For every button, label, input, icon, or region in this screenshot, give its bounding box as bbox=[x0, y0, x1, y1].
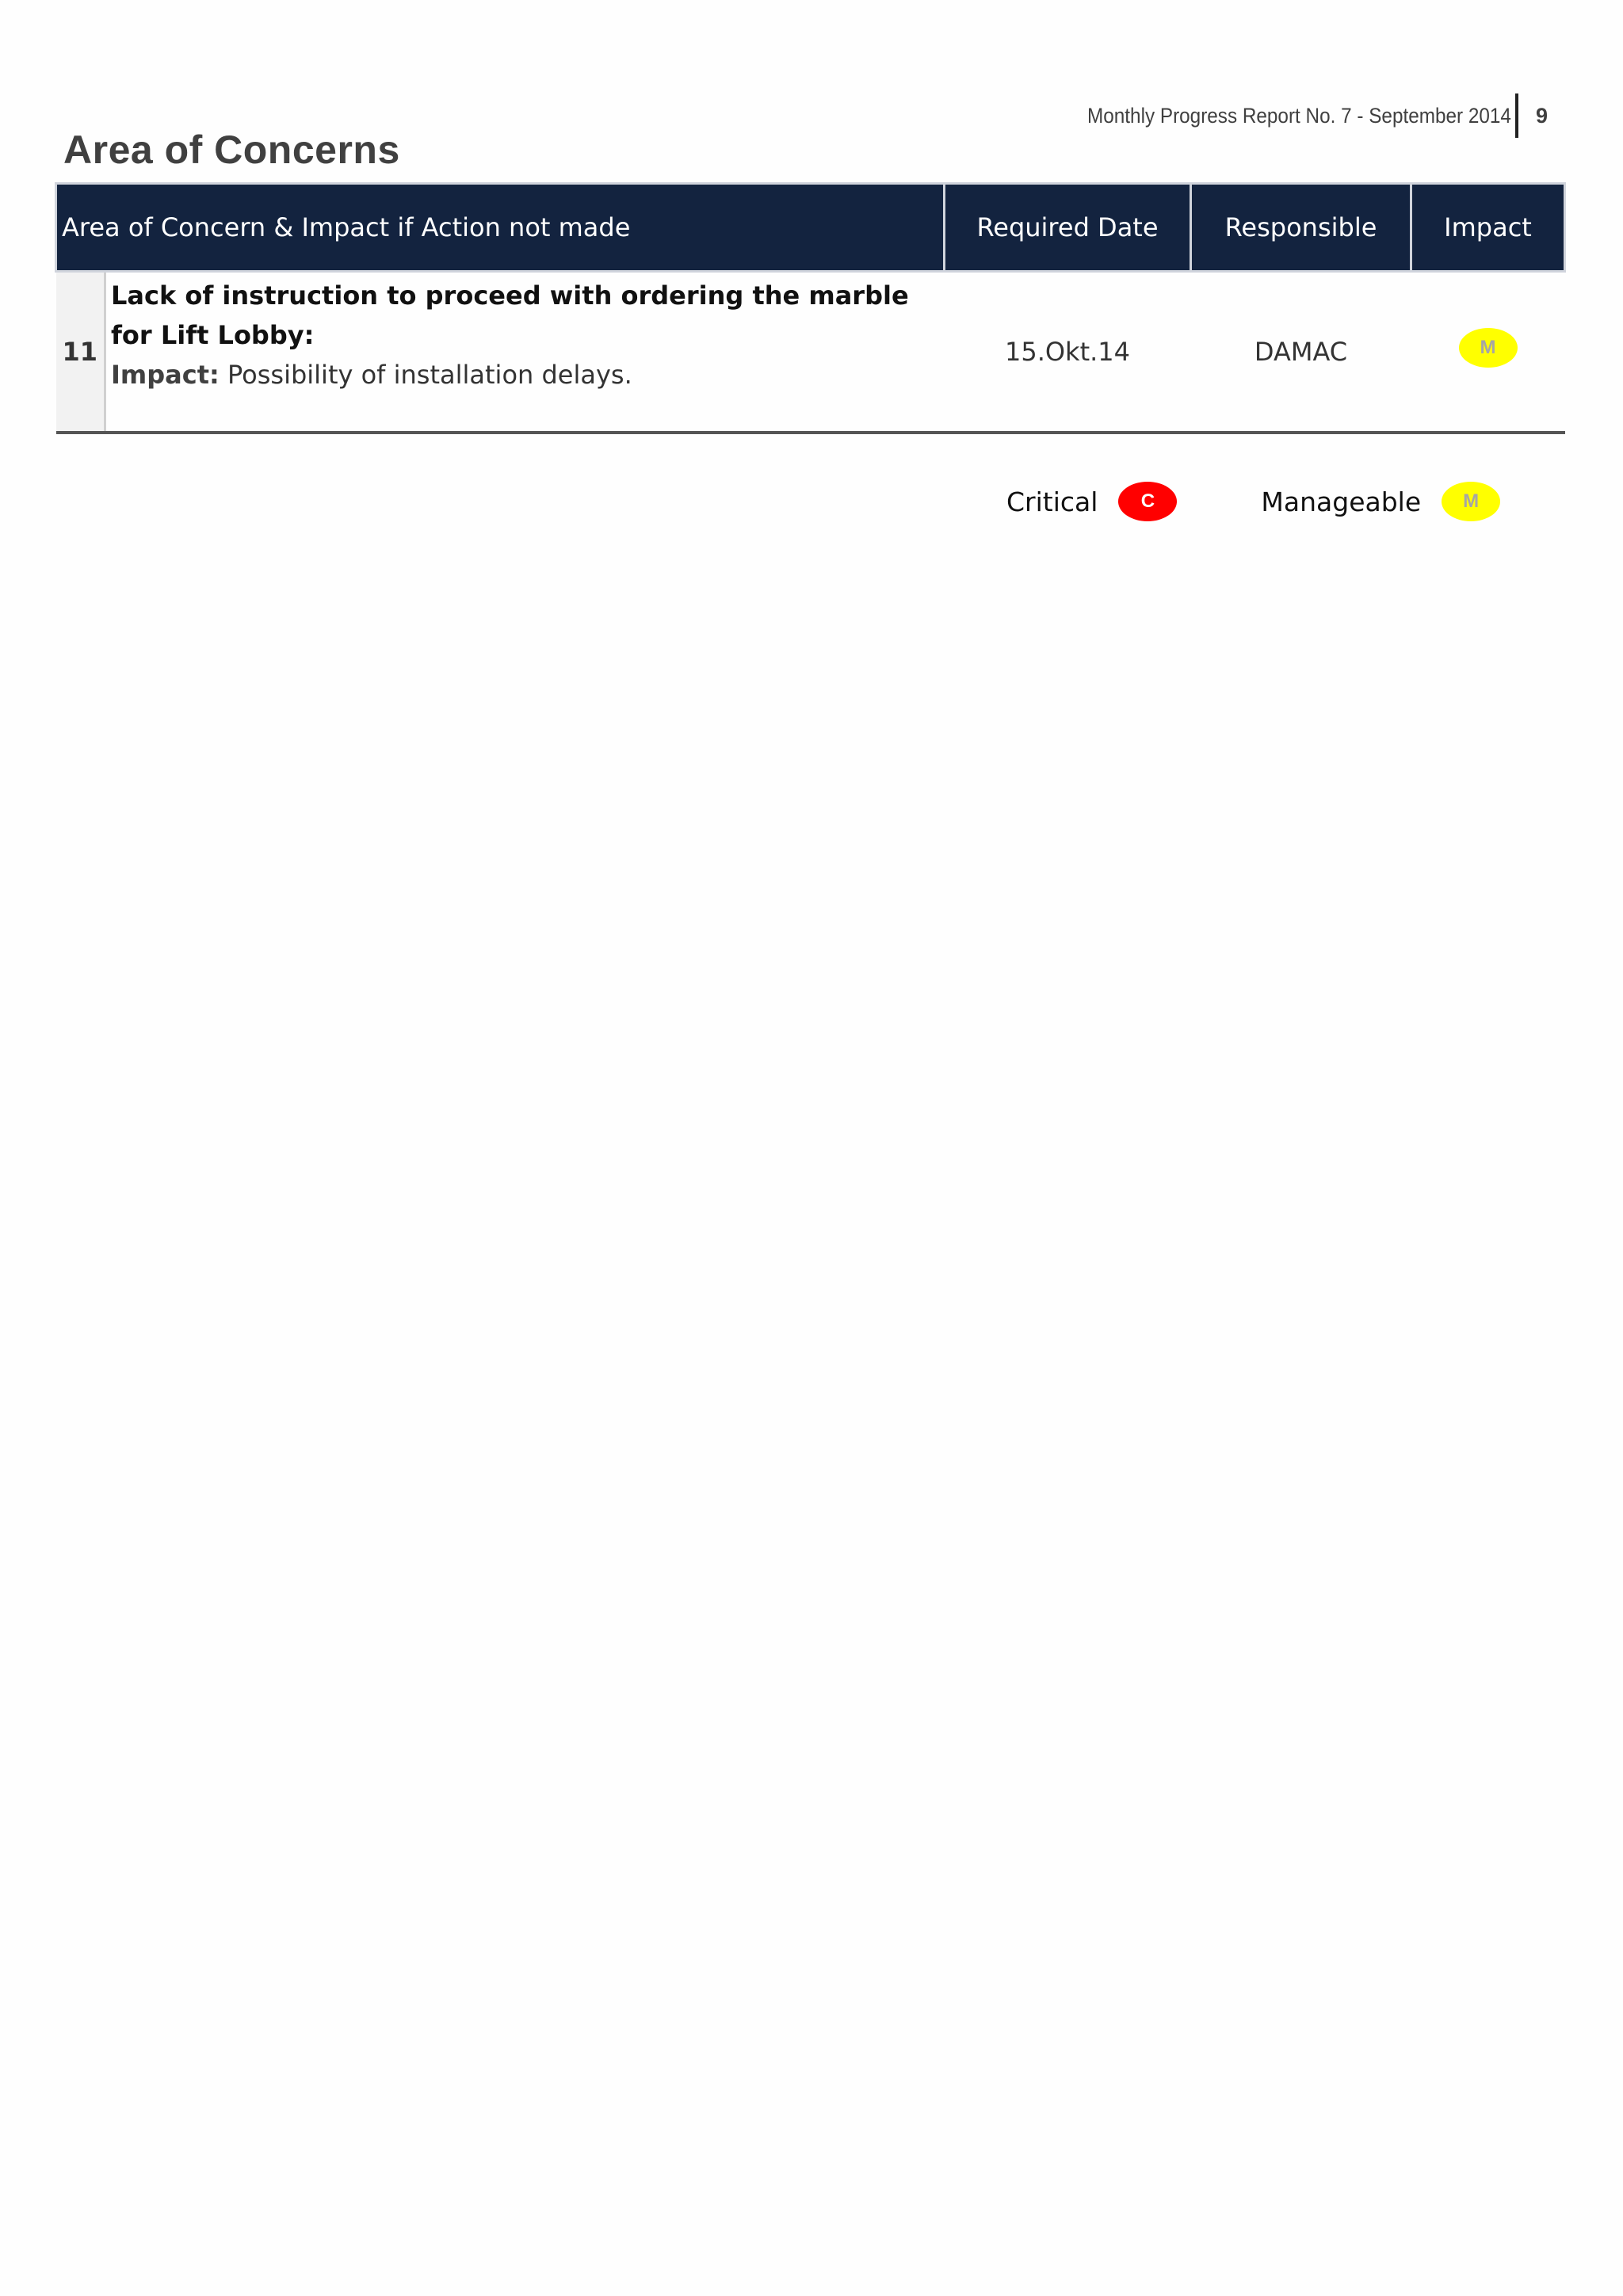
responsible-cell: DAMAC bbox=[1191, 272, 1411, 433]
section-title: Area of Concerns bbox=[63, 128, 400, 172]
legend-badge-critical: C bbox=[1118, 482, 1177, 521]
column-header-required-date: Required Date bbox=[945, 184, 1191, 272]
column-header-concern: Area of Concern & Impact if Action not made bbox=[56, 184, 945, 272]
concerns-table bbox=[55, 182, 1566, 434]
legend-item-critical bbox=[1006, 482, 1177, 521]
table-header bbox=[56, 184, 1565, 272]
page-header bbox=[1040, 93, 1548, 138]
table-body bbox=[56, 272, 1565, 433]
table-header-row bbox=[56, 184, 1565, 272]
header-divider bbox=[1515, 93, 1518, 138]
legend-item-manageable bbox=[1261, 482, 1500, 521]
page-number: 9 bbox=[1535, 103, 1548, 128]
legend-label-manageable: Manageable bbox=[1261, 486, 1422, 517]
impact-label: Impact: bbox=[111, 360, 220, 390]
row-number: 11 bbox=[56, 272, 105, 433]
report-title: Monthly Progress Report No. 7 - September 2014 bbox=[1086, 103, 1511, 128]
table-row bbox=[56, 272, 1565, 433]
column-header-responsible: Responsible bbox=[1191, 184, 1411, 272]
concern-title: Lack of instruction to proceed with ordering the marble for Lift Lobby: bbox=[111, 280, 909, 350]
impact-text: Possibility of installation delays. bbox=[219, 360, 632, 390]
impact-legend bbox=[1006, 482, 1500, 521]
impact-badge-manageable: M bbox=[1459, 328, 1518, 368]
concern-cell bbox=[105, 272, 945, 433]
column-header-impact: Impact bbox=[1411, 184, 1565, 272]
required-date-cell: 15.Okt.14 bbox=[945, 272, 1191, 433]
impact-cell bbox=[1411, 272, 1565, 433]
legend-label-critical: Critical bbox=[1006, 486, 1098, 517]
legend-badge-manageable: M bbox=[1442, 482, 1500, 521]
